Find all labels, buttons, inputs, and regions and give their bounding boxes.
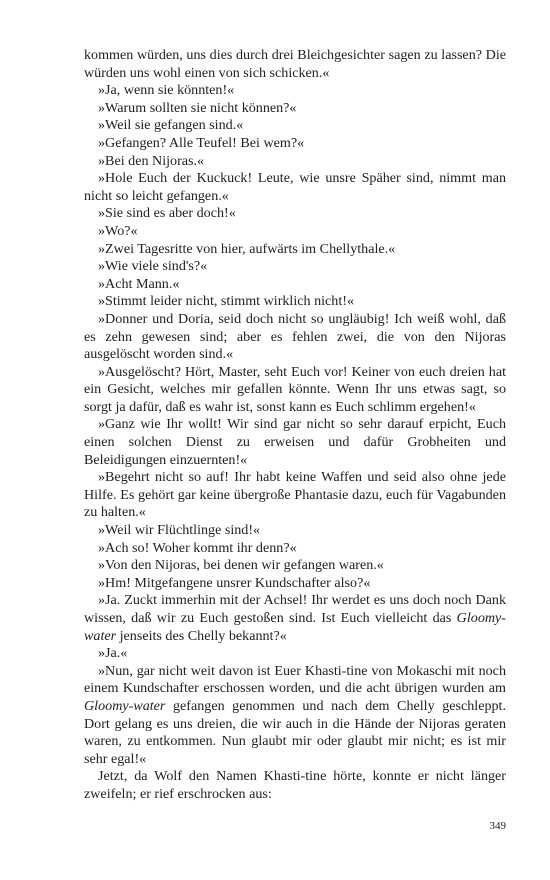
paragraph (84, 170, 506, 205)
paragraph (84, 540, 506, 558)
paragraph-text: »Nun, gar nicht weit davon ist Euer Khasti-tine von Mokaschi mit noch einem Kundschafter erschossen worden, und die acht übrigen wurden am (84, 662, 506, 697)
paragraph-text: »Weil wir Flüchtlinge sind!« (98, 522, 261, 539)
paragraph (84, 364, 506, 417)
paragraph-text: »Ausgelöscht? Hört, Master, seht Euch vor! Keiner von euch dreien hat ein Gesicht, welches mir gefallen könnte. Wenn Ihr uns etwas sagt, so sorgt ja dafür, daß es wahr ist, sonst kann es Euch schlimm ergehen!« (84, 363, 506, 415)
paragraph-text: »Von den Nijoras, bei denen wir gefangen waren.« (98, 557, 384, 574)
paragraph-text: »Donner und Doria, seid doch nicht so ungläubig! Ich weiß wohl, daß es zehn gewesen sind; aber es fehlen zwei, die von den Nijoras ausgelöscht worden sind.« (84, 310, 506, 363)
paragraph-text: »Ganz wie Ihr wollt! Wir sind gar nicht so sehr darauf erpicht, Euch einen solchen Dienst zu erweisen und dafür Grobheiten und Beleidigungen einzuernten!« (84, 416, 506, 468)
paragraph-text: »Zwei Tagesritte von hier, aufwärts im Chellythale.« (98, 240, 396, 257)
paragraph (84, 47, 506, 82)
paragraph-text: »Gefangen? Alle Teufel! Bei wem?« (98, 134, 305, 151)
paragraph-text: »Sie sind es aber doch!« (98, 205, 236, 222)
paragraph-text: »Wie viele sind's?« (98, 258, 208, 275)
paragraph (84, 592, 506, 645)
paragraph (84, 82, 506, 100)
paragraph (84, 205, 506, 223)
paragraph (84, 241, 506, 259)
italic-text: Gloomy-water (84, 610, 506, 644)
paragraph-text: jenseits des Chelly bekannt?« (116, 627, 287, 644)
italic-text: Gloomy-water (84, 697, 166, 714)
paragraph (84, 293, 506, 311)
paragraph (84, 416, 506, 469)
paragraph (84, 557, 506, 575)
book-page-text (84, 47, 506, 804)
paragraph (84, 311, 506, 364)
paragraph (84, 645, 506, 663)
paragraph (84, 117, 506, 135)
paragraph (84, 663, 506, 769)
paragraph-text: »Weil sie gefangen sind.« (98, 117, 244, 134)
paragraph-text: »Ja, wenn sie könnten!« (98, 82, 235, 99)
paragraph-text: »Stimmt leider nicht, stimmt wirklich nicht!« (98, 293, 355, 310)
paragraph-text: »Ach so! Woher kommt ihr denn?« (98, 539, 297, 556)
paragraph-text: »Ja. Zuckt immerhin mit der Achsel! Ihr werdet es uns doch noch Dank wissen, daß wir zu Euch gestoßen sind. Ist Euch vielleicht das (84, 592, 506, 626)
paragraph-text: gefangen genommen und nach dem Chelly geschleppt. Dort gelang es uns dreien, die wir auch in die Hände der Nijoras geraten waren, zu entkommen. Nun glaubt mir oder glaubt mir nicht; es ist mir sehr egal!« (84, 697, 506, 767)
paragraph-text: »Hole Euch der Kuckuck! Leute, wie unsre Späher sind, nimmt man nicht so leicht gefangen.« (84, 170, 506, 204)
paragraph (84, 768, 506, 803)
paragraph-text: »Wo?« (98, 222, 138, 239)
paragraph-text: kommen würden, uns dies durch drei Bleichgesichter sagen zu lassen? Die würden uns wohl einen von sich schicken.« (84, 47, 506, 81)
paragraph (84, 153, 506, 171)
paragraph (84, 276, 506, 294)
paragraph (84, 522, 506, 540)
paragraph (84, 469, 506, 522)
paragraph-text: »Acht Mann.« (98, 275, 180, 292)
paragraph (84, 258, 506, 276)
paragraph (84, 223, 506, 241)
paragraph (84, 135, 506, 153)
paragraph (84, 575, 506, 593)
paragraph-text: »Begehrt nicht so auf! Ihr habt keine Waffen und seid also ohne jede Hilfe. Es gehört gar keine übergroße Phantasie dazu, euch für Vagabunden zu halten.« (84, 469, 506, 521)
paragraph-text: Jetzt, da Wolf den Namen Khasti-tine hörte, konnte er nicht länger zweifeln; er rief erschrocken aus: (84, 768, 506, 802)
paragraph-text: »Hm! Mitgefangene unsrer Kundschafter also?« (98, 574, 371, 591)
page-number: 349 (489, 820, 506, 832)
paragraph-text: »Bei den Nijoras.« (98, 152, 205, 169)
paragraph-text: »Ja.« (98, 645, 128, 662)
paragraph-text: »Warum sollten sie nicht können?« (98, 99, 297, 116)
paragraph (84, 100, 506, 118)
